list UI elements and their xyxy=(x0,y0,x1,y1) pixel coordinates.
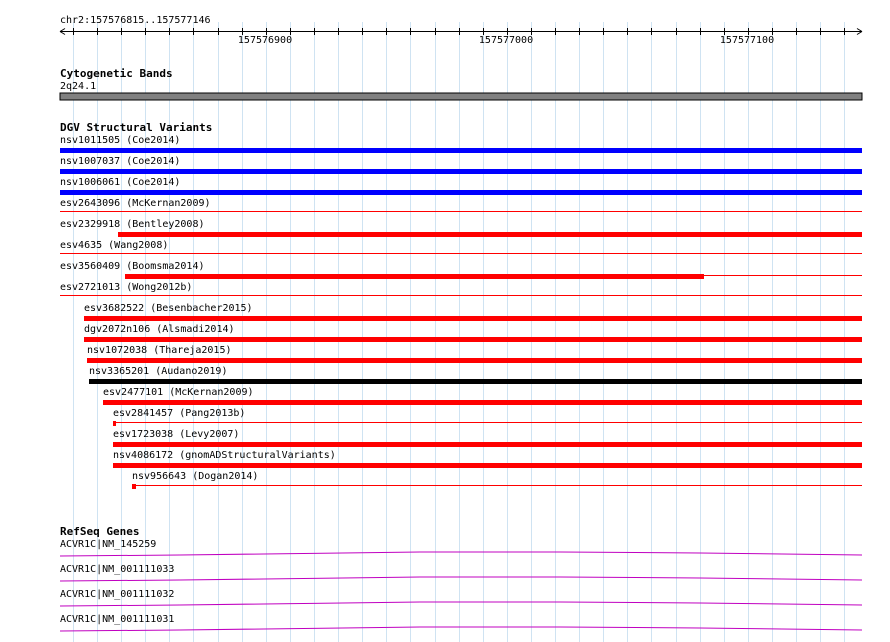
sv-feature-label[interactable]: esv4635 (Wang2008) xyxy=(60,240,169,251)
sv-feature-label[interactable]: nsv1007037 (Coe2014) xyxy=(60,156,181,167)
sv-feature-bar xyxy=(84,337,862,342)
sv-feature-bar xyxy=(60,169,862,174)
sv-feature-label[interactable]: nsv1072038 (Thareja2015) xyxy=(87,345,232,356)
dgv-track-title: DGV Structural Variants xyxy=(60,121,213,134)
sv-feature-bar xyxy=(84,316,862,321)
gene-label[interactable]: ACVR1C|NM_145259 xyxy=(60,539,157,550)
gene-label[interactable]: ACVR1C|NM_001111033 xyxy=(60,564,175,575)
sv-feature-label[interactable]: esv1723038 (Levy2007) xyxy=(113,429,240,440)
sv-feature-label[interactable]: esv2643096 (McKernan2009) xyxy=(60,198,211,209)
sv-feature-label[interactable]: esv3682522 (Besenbacher2015) xyxy=(84,303,253,314)
gene-label[interactable]: ACVR1C|NM_001111032 xyxy=(60,589,175,600)
sv-feature-bar xyxy=(87,358,862,363)
sv-feature-label[interactable]: nsv1006061 (Coe2014) xyxy=(60,177,181,188)
sv-feature-label[interactable]: nsv1011505 (Coe2014) xyxy=(60,135,181,146)
cytoband-bar xyxy=(60,93,862,100)
sv-feature-label[interactable]: esv2841457 (Pang2013b) xyxy=(113,408,246,419)
sv-feature-label[interactable]: esv2329918 (Bentley2008) xyxy=(60,219,205,230)
gene-model xyxy=(60,577,862,581)
sv-feature-bar xyxy=(89,379,862,384)
cytoband-label: 2q24.1 xyxy=(60,81,97,92)
sv-feature-bar xyxy=(103,400,862,405)
gene-model xyxy=(60,627,862,631)
sv-feature-label[interactable]: nsv956643 (Dogan2014) xyxy=(132,471,259,482)
sv-feature-label[interactable]: dgv2072n106 (Alsmadi2014) xyxy=(84,324,235,335)
sv-feature-bar xyxy=(113,463,862,468)
sv-feature-bar xyxy=(125,274,704,279)
sv-feature-bar xyxy=(118,232,862,237)
cytoband-track-title: Cytogenetic Bands xyxy=(60,67,173,80)
ruler-tick-label: 157577000 xyxy=(478,35,534,46)
sv-feature-bar xyxy=(113,421,116,426)
sv-feature-label[interactable]: esv2721013 (Wong2012b) xyxy=(60,282,193,293)
region-label: chr2:157576815..157577146 xyxy=(60,15,211,26)
gene-label[interactable]: ACVR1C|NM_001111031 xyxy=(60,614,175,625)
gene-model xyxy=(60,602,862,606)
ruler-tick-label: 157577100 xyxy=(719,35,775,46)
sv-feature-label[interactable]: esv2477101 (McKernan2009) xyxy=(103,387,254,398)
sv-feature-label[interactable]: nsv3365201 (Audano2019) xyxy=(89,366,228,377)
sv-feature-label[interactable]: esv3560409 (Boomsma2014) xyxy=(60,261,205,272)
gene-model xyxy=(60,552,862,556)
sv-feature-label[interactable]: nsv4086172 (gnomADStructuralVariants) xyxy=(113,450,336,461)
ruler-tick-label: 157576900 xyxy=(237,35,293,46)
sv-feature-bar xyxy=(113,442,862,447)
sv-feature-bar xyxy=(60,190,862,195)
sv-feature-bar xyxy=(132,484,136,489)
sv-feature-bar xyxy=(60,148,862,153)
refseq-track-title: RefSeq Genes xyxy=(60,525,140,538)
